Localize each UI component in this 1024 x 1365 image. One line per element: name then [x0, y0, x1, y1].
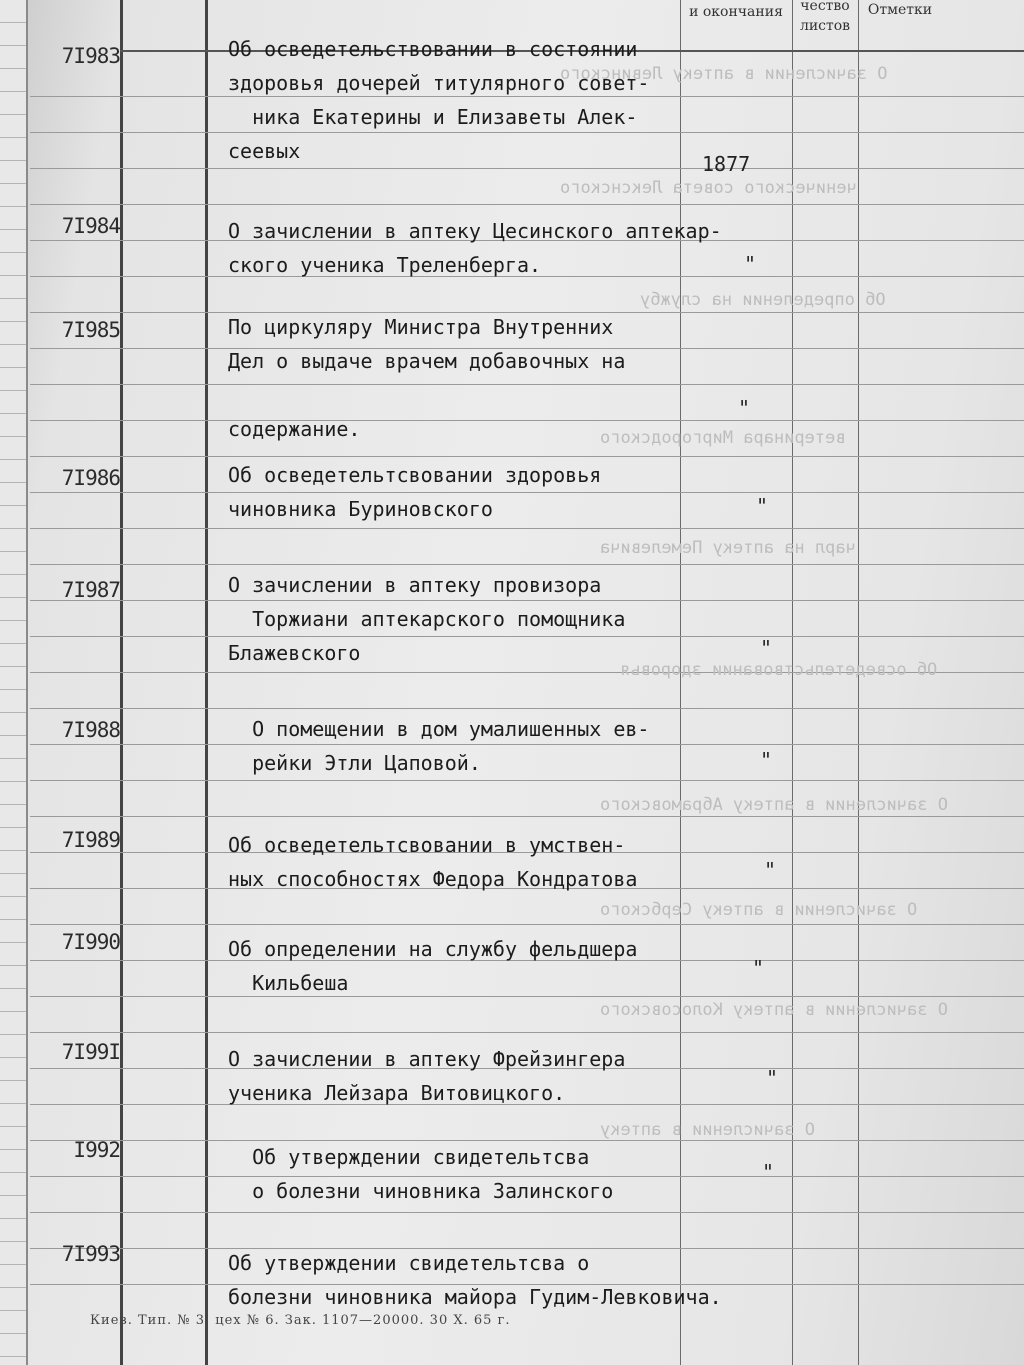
- entry-title: О зачислении в аптеку Цесинского аптекар- ского ученика Треленберга.: [228, 219, 722, 277]
- entry-title: Об осведетельтсвовании здоровья чиновника Буриновского: [228, 463, 602, 521]
- entry-title: О зачислении в аптеку провизора Торжиани аптекарского помощника Блажевского: [228, 573, 626, 665]
- entry-number: 7I988: [61, 718, 120, 742]
- entry-number: 7I984: [61, 214, 120, 238]
- entry-number: 7I990: [61, 930, 120, 954]
- dates-column-header: и окончания: [689, 4, 783, 20]
- entry-number: 7I99I: [61, 1040, 120, 1064]
- entry-title: Об осведетельствовании в состоянии здоровья дочерей титулярного совет- ника Екатерины и Елизаветы Алек- сеевых: [228, 37, 650, 163]
- ruled-line: [30, 456, 1024, 457]
- entry-number: 7I983: [61, 44, 120, 68]
- ruled-line: [30, 1032, 1024, 1033]
- ditto-mark: ": [766, 1066, 779, 1090]
- ditto-mark: ": [756, 494, 769, 518]
- ditto-mark: ": [744, 252, 757, 276]
- ruled-line: [30, 528, 1024, 529]
- entry-title: По циркуляру Министра Внутренних Дел о выдаче врачем добавочных на содержание.: [228, 315, 626, 441]
- ruled-line: [30, 1212, 1024, 1213]
- ruled-line: [30, 708, 1024, 709]
- ruled-line: [30, 168, 1024, 169]
- ruled-line: [30, 816, 1024, 817]
- register-page: и окончания чество листов Отметки О зачислении в аптеку Левинского ченического совета Лекснского Об определении на службу ветеринара Миргородского чарл на аптеку Пемелевича Об осведетельствовании здоровья О зачислении в аптеку Абрамовского О зачислении в аптеку Сербского О зачислении в аптеку Колосовского О зачислении в аптеку 7I983 Об осведетельствовании в состоянии здоровья дочерей титулярного совет- ника Екатерины и Елизаветы Алек- сеевых 1877 7I984 О зачислении в аптеку Цесинского аптекар- ского ученика Треленберга. " 7I985 По циркуляру Министра Внутренних Дел о выдаче врачем добавочных на содержание. " 7I986 Об осведетельтсвовании здоровья чиновника Буриновского " 7I987 О зачислении в аптеку провизора Торжиани аптекарского помощника Блажевского " 7I988 О помещении в дом умалишенных ев- рейки Этли Цаповой. " 7I989 Об осведетельтсвовании в умствен- ных способностях Федора Кондратова " 7I990 Об определении на службу фельдшера Кильбеша " 7I99I О зачислении в аптеку Фрейзингера ученика Лейзара Витовицкого. " I992 Об утверждении свидетельтсва о болезни чиновника Залинского " 7I993 Об утверждении свидетельтсва о болезни чиновника майора Гудим-Левковича. Киев. Тип. № 3. цех № 6. Зак. 1107—20000. 30 X. 65 г.: [0, 0, 1024, 1365]
- entry-title: Об осведетельтсвовании в умствен- ных способностях Федора Кондратова: [228, 833, 638, 891]
- count-column-header: чество листов: [799, 0, 851, 34]
- ruled-line: [30, 780, 1024, 781]
- notes-column-header: Отметки: [867, 2, 933, 18]
- entry-number: 7I993: [61, 1242, 120, 1266]
- ditto-mark: ": [762, 1160, 775, 1184]
- entry-number: I992: [73, 1138, 120, 1162]
- ditto-mark: ": [752, 956, 765, 980]
- entry-number: 7I985: [61, 318, 120, 342]
- entry-title: Об утверждении свидетельтсва о болезни чиновника Залинского: [252, 1145, 614, 1203]
- ruled-line: [30, 564, 1024, 565]
- printer-imprint: Киев. Тип. № 3. цех № 6. Зак. 1107—20000. 30 X. 65 г.: [90, 1313, 511, 1328]
- entry-number: 7I986: [61, 466, 120, 490]
- entry-number: 7I987: [61, 578, 120, 602]
- entry-year: 1877: [702, 152, 751, 176]
- ditto-mark: ": [760, 748, 773, 772]
- ditto-mark: ": [760, 636, 773, 660]
- entry-title: О зачислении в аптеку Фрейзингера ученика Лейзара Витовицкого.: [228, 1047, 626, 1105]
- ditto-mark: ": [764, 858, 777, 882]
- ruled-line: [30, 204, 1024, 205]
- entry-title: Об определении на службу фельдшера Кильбеша: [228, 937, 638, 995]
- ditto-mark: ": [738, 396, 751, 420]
- binding-strip: [0, 0, 28, 1365]
- entry-title: Об утверждении свидетельтсва о болезни чиновника майора Гудим-Левковича.: [228, 1251, 722, 1309]
- entry-number: 7I989: [61, 828, 120, 852]
- entry-title: О помещении в дом умалишенных ев- рейки Этли Цаповой.: [252, 717, 650, 775]
- ruled-line: [30, 924, 1024, 925]
